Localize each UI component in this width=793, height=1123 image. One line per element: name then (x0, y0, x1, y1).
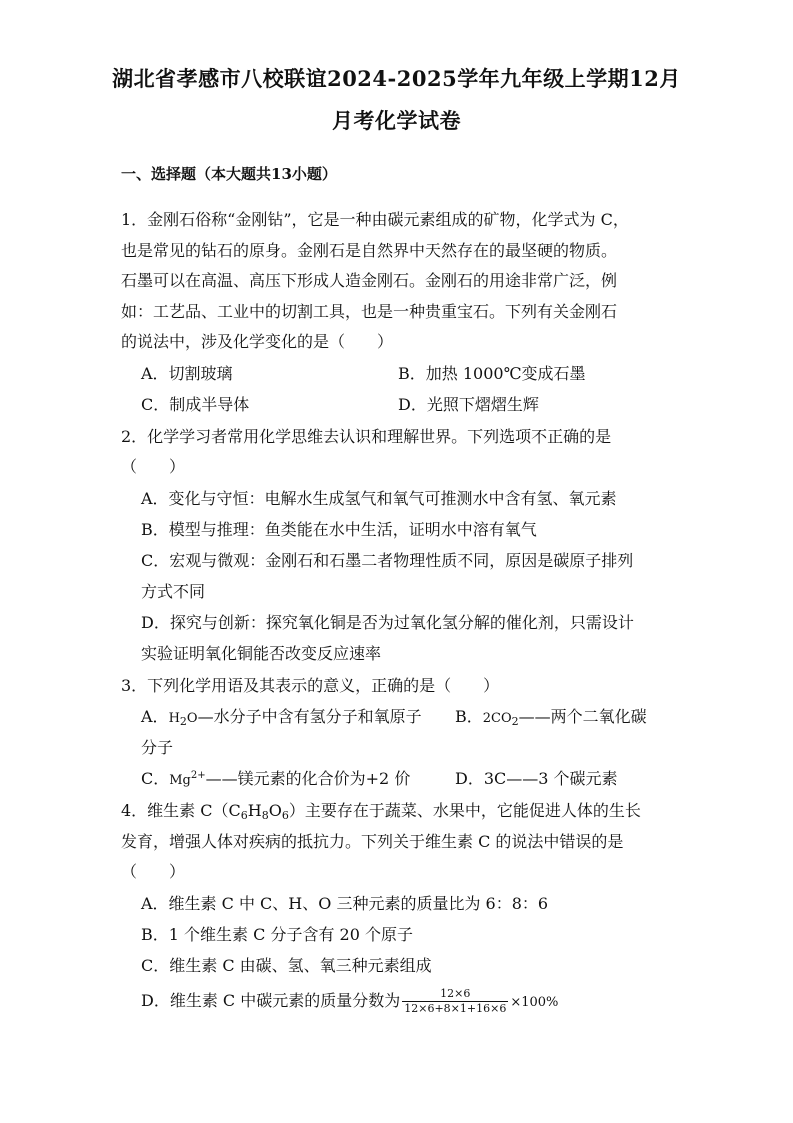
q3-option-b-cont: 分子 (141, 738, 174, 757)
q4-option-c: C．维生素 C 由碳、氢、氧三种元素组成 (141, 956, 432, 975)
q3-option-b (455, 707, 647, 729)
q3-option-a-label: A． (141, 707, 169, 726)
formula-sub-2: 2 (511, 715, 519, 728)
formula-sub-6a: 6 (240, 809, 248, 822)
q2-line-2: （ ） (121, 457, 186, 476)
q2-option-c-line2: 方式不同 (141, 582, 206, 601)
formula-sub-8: 8 (261, 809, 269, 822)
q4-line1-post: ）主要存在于蔬菜、水果中，它能促进人体的生长 (288, 801, 641, 820)
q4-option-b: B．1 个维生素 C 分子含有 20 个原子 (141, 925, 413, 944)
fraction-numerator: 12×6 (440, 987, 471, 1000)
q2-option-b: B．模型与推理：鱼类能在水中生活，证明水中溶有氧气 (141, 520, 537, 539)
formula-2co: 2CO (482, 711, 512, 726)
q2-option-d-line1: D．探究与创新：探究氧化铜是否为过氧化氢分解的催化剂，只需设计 (141, 613, 634, 632)
q1-line-5: 的说法中，涉及化学变化的是（ ） (121, 332, 394, 351)
q2-option-a: A．变化与守恒：电解水生成氢气和氧气可推测水中含有氢、氧元素 (141, 489, 617, 508)
q3-option-c (141, 769, 410, 791)
formula-mg: Mg (169, 773, 191, 788)
q4-option-d-percent: ×100% (510, 995, 559, 1010)
formula-o: O (186, 711, 198, 726)
page-title-line1: 湖北省孝感市八校联谊2024-2025学年九年级上学期12月 (112, 66, 681, 91)
q3-option-a (141, 707, 422, 729)
q4-line-3: （ ） (121, 862, 186, 881)
q3-option-c-label: C． (141, 769, 170, 788)
q1-line-1: 1．金刚石俗称“金刚钻”，它是一种由碳元素组成的矿物，化学式为 C， (121, 210, 629, 229)
page-title-line2: 月考化学试卷 (332, 108, 461, 133)
q3-option-c-formula (169, 770, 206, 788)
q4-line1-pre: 4．维生素 C（C (121, 801, 241, 820)
q1-option-a: A．切割玻璃 (141, 364, 233, 383)
q4-option-d-text: D．维生素 C 中碳元素的质量分数为 (141, 991, 401, 1010)
q1-line-2: 也是常见的钻石的原身。金刚石是自然界中天然存在的最坚硬的物质。 (121, 241, 618, 260)
q3-stem: 3．下列化学用语及其表示的意义，正确的是（ ） (121, 676, 500, 695)
formula-o: O (268, 801, 282, 820)
q3-option-b-formula (483, 711, 519, 726)
q1-option-d: D．光照下熠熠生辉 (398, 395, 539, 414)
section-heading: 一、选择题（本大题共13小题） (121, 165, 337, 183)
q1-option-b: B．加热 1000℃变成石墨 (398, 364, 586, 383)
q3-option-c-text: ——镁元素的化合价为+2 价 (205, 769, 411, 788)
formula-h: H (168, 711, 180, 726)
formula-sup-2plus: 2+ (190, 770, 206, 781)
q1-option-c: C．制成半导体 (141, 395, 250, 414)
q2-option-c-line1: C．宏观与微观：金刚石和石墨二者物理性质不同，原因是碳原子排列 (141, 551, 634, 570)
q3-option-d: D．3C——3 个碳元素 (455, 769, 618, 788)
q3-option-b-label: B． (455, 707, 483, 726)
q1-line-4: 如：工艺品、工业中的切割工具，也是一种贵重宝石。下列有关金刚石 (121, 302, 618, 321)
fraction-denominator: 12×6+8×1+16×6 (404, 1002, 507, 1015)
mass-fraction (402, 987, 508, 1016)
q4-option-a: A．维生素 C 中 C、H、O 三种元素的质量比为 6：8：6 (141, 894, 549, 913)
q4-line-1 (121, 801, 641, 821)
q1-line-3: 石墨可以在高温、高压下形成人造金刚石。金刚石的用途非常广泛，例 (121, 271, 618, 290)
q4-line-2: 发育，增强人体对疾病的抵抗力。下列关于维生素 C 的说法中错误的是 (121, 832, 624, 851)
q2-line-1: 2．化学学习者常用化学思维去认识和理解世界。下列选项不正确的是 (121, 427, 612, 446)
q3-option-a-text: —水分子中含有氢分子和氧原子 (197, 707, 422, 726)
formula-sub-2: 2 (179, 715, 187, 728)
q4-option-d (141, 987, 558, 1016)
q2-option-d-line2: 实验证明氧化铜能否改变反应速率 (141, 644, 382, 663)
q3-option-b-text: ——两个二氧化碳 (518, 707, 647, 726)
formula-sub-6b: 6 (281, 809, 289, 822)
formula-h: H (247, 801, 262, 820)
q3-option-a-formula (169, 711, 198, 726)
